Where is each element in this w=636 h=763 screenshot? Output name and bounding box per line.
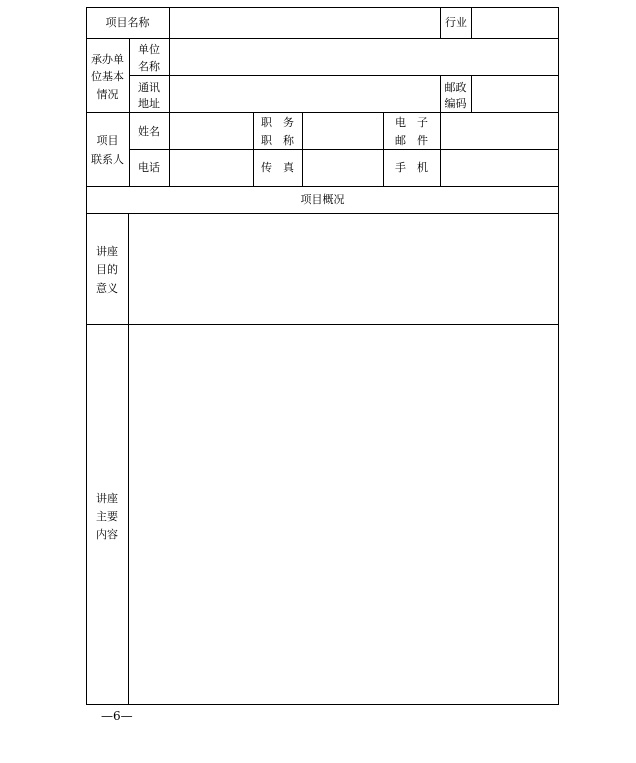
address-label-line2: 地址 bbox=[138, 97, 160, 110]
host-unit-section-label-line3: 情况 bbox=[96, 88, 119, 101]
fax-field[interactable] bbox=[303, 150, 383, 186]
unit-name-label-line1: 单位 bbox=[138, 43, 160, 56]
name-field[interactable] bbox=[170, 113, 253, 149]
lecture-content-field[interactable] bbox=[129, 325, 558, 704]
table-border-left bbox=[86, 7, 87, 705]
address-field[interactable] bbox=[170, 76, 440, 112]
phone-label: 电话 bbox=[138, 161, 160, 174]
postal-code-field[interactable] bbox=[472, 76, 558, 112]
job-title-field[interactable] bbox=[303, 113, 383, 149]
host-unit-section-label-line1: 承办单 bbox=[91, 53, 124, 66]
fax-label: 传 真 bbox=[261, 161, 294, 174]
row-divider bbox=[86, 186, 559, 187]
job-title-label-line1: 职 务 bbox=[261, 116, 294, 129]
postal-code-label-line1: 邮政 bbox=[444, 81, 467, 94]
lecture-content-label-line1: 讲座 bbox=[96, 492, 118, 505]
contact-section-label-line1: 项目 bbox=[96, 134, 119, 147]
name-label: 姓名 bbox=[138, 125, 160, 138]
address-label-line1: 通讯 bbox=[138, 81, 160, 94]
phone-field[interactable] bbox=[170, 150, 253, 186]
lecture-purpose-field[interactable] bbox=[129, 214, 558, 324]
mobile-label: 手 机 bbox=[395, 161, 428, 174]
host-unit-section-label-line2: 位基本 bbox=[91, 70, 124, 83]
mobile-field[interactable] bbox=[441, 150, 558, 186]
lecture-purpose-label-line1: 讲座 bbox=[96, 245, 118, 258]
industry-field[interactable] bbox=[472, 8, 558, 38]
lecture-content-label-line2: 主要 bbox=[96, 510, 118, 523]
contact-section-label-line2: 联系人 bbox=[91, 153, 124, 166]
email-label-line1: 电 子 bbox=[395, 116, 428, 129]
unit-name-label-line2: 名称 bbox=[138, 60, 160, 73]
project-overview-heading: 项目概况 bbox=[300, 193, 345, 206]
lecture-purpose-label-line3: 意义 bbox=[96, 282, 118, 295]
industry-label: 行业 bbox=[445, 16, 467, 29]
page-number: —6— bbox=[101, 709, 133, 723]
email-label-line2: 邮 件 bbox=[395, 134, 428, 147]
postal-code-label-line2: 编码 bbox=[444, 97, 467, 110]
email-field[interactable] bbox=[441, 113, 558, 149]
table-border-bottom bbox=[86, 704, 559, 705]
lecture-content-label-line3: 内容 bbox=[96, 528, 118, 541]
unit-name-field[interactable] bbox=[170, 39, 558, 75]
lecture-purpose-label-line2: 目的 bbox=[96, 263, 118, 276]
project-name-label: 项目名称 bbox=[105, 16, 150, 29]
job-title-label-line2: 职 称 bbox=[261, 134, 294, 147]
table-border-right bbox=[558, 7, 559, 705]
project-name-field[interactable] bbox=[170, 8, 440, 38]
